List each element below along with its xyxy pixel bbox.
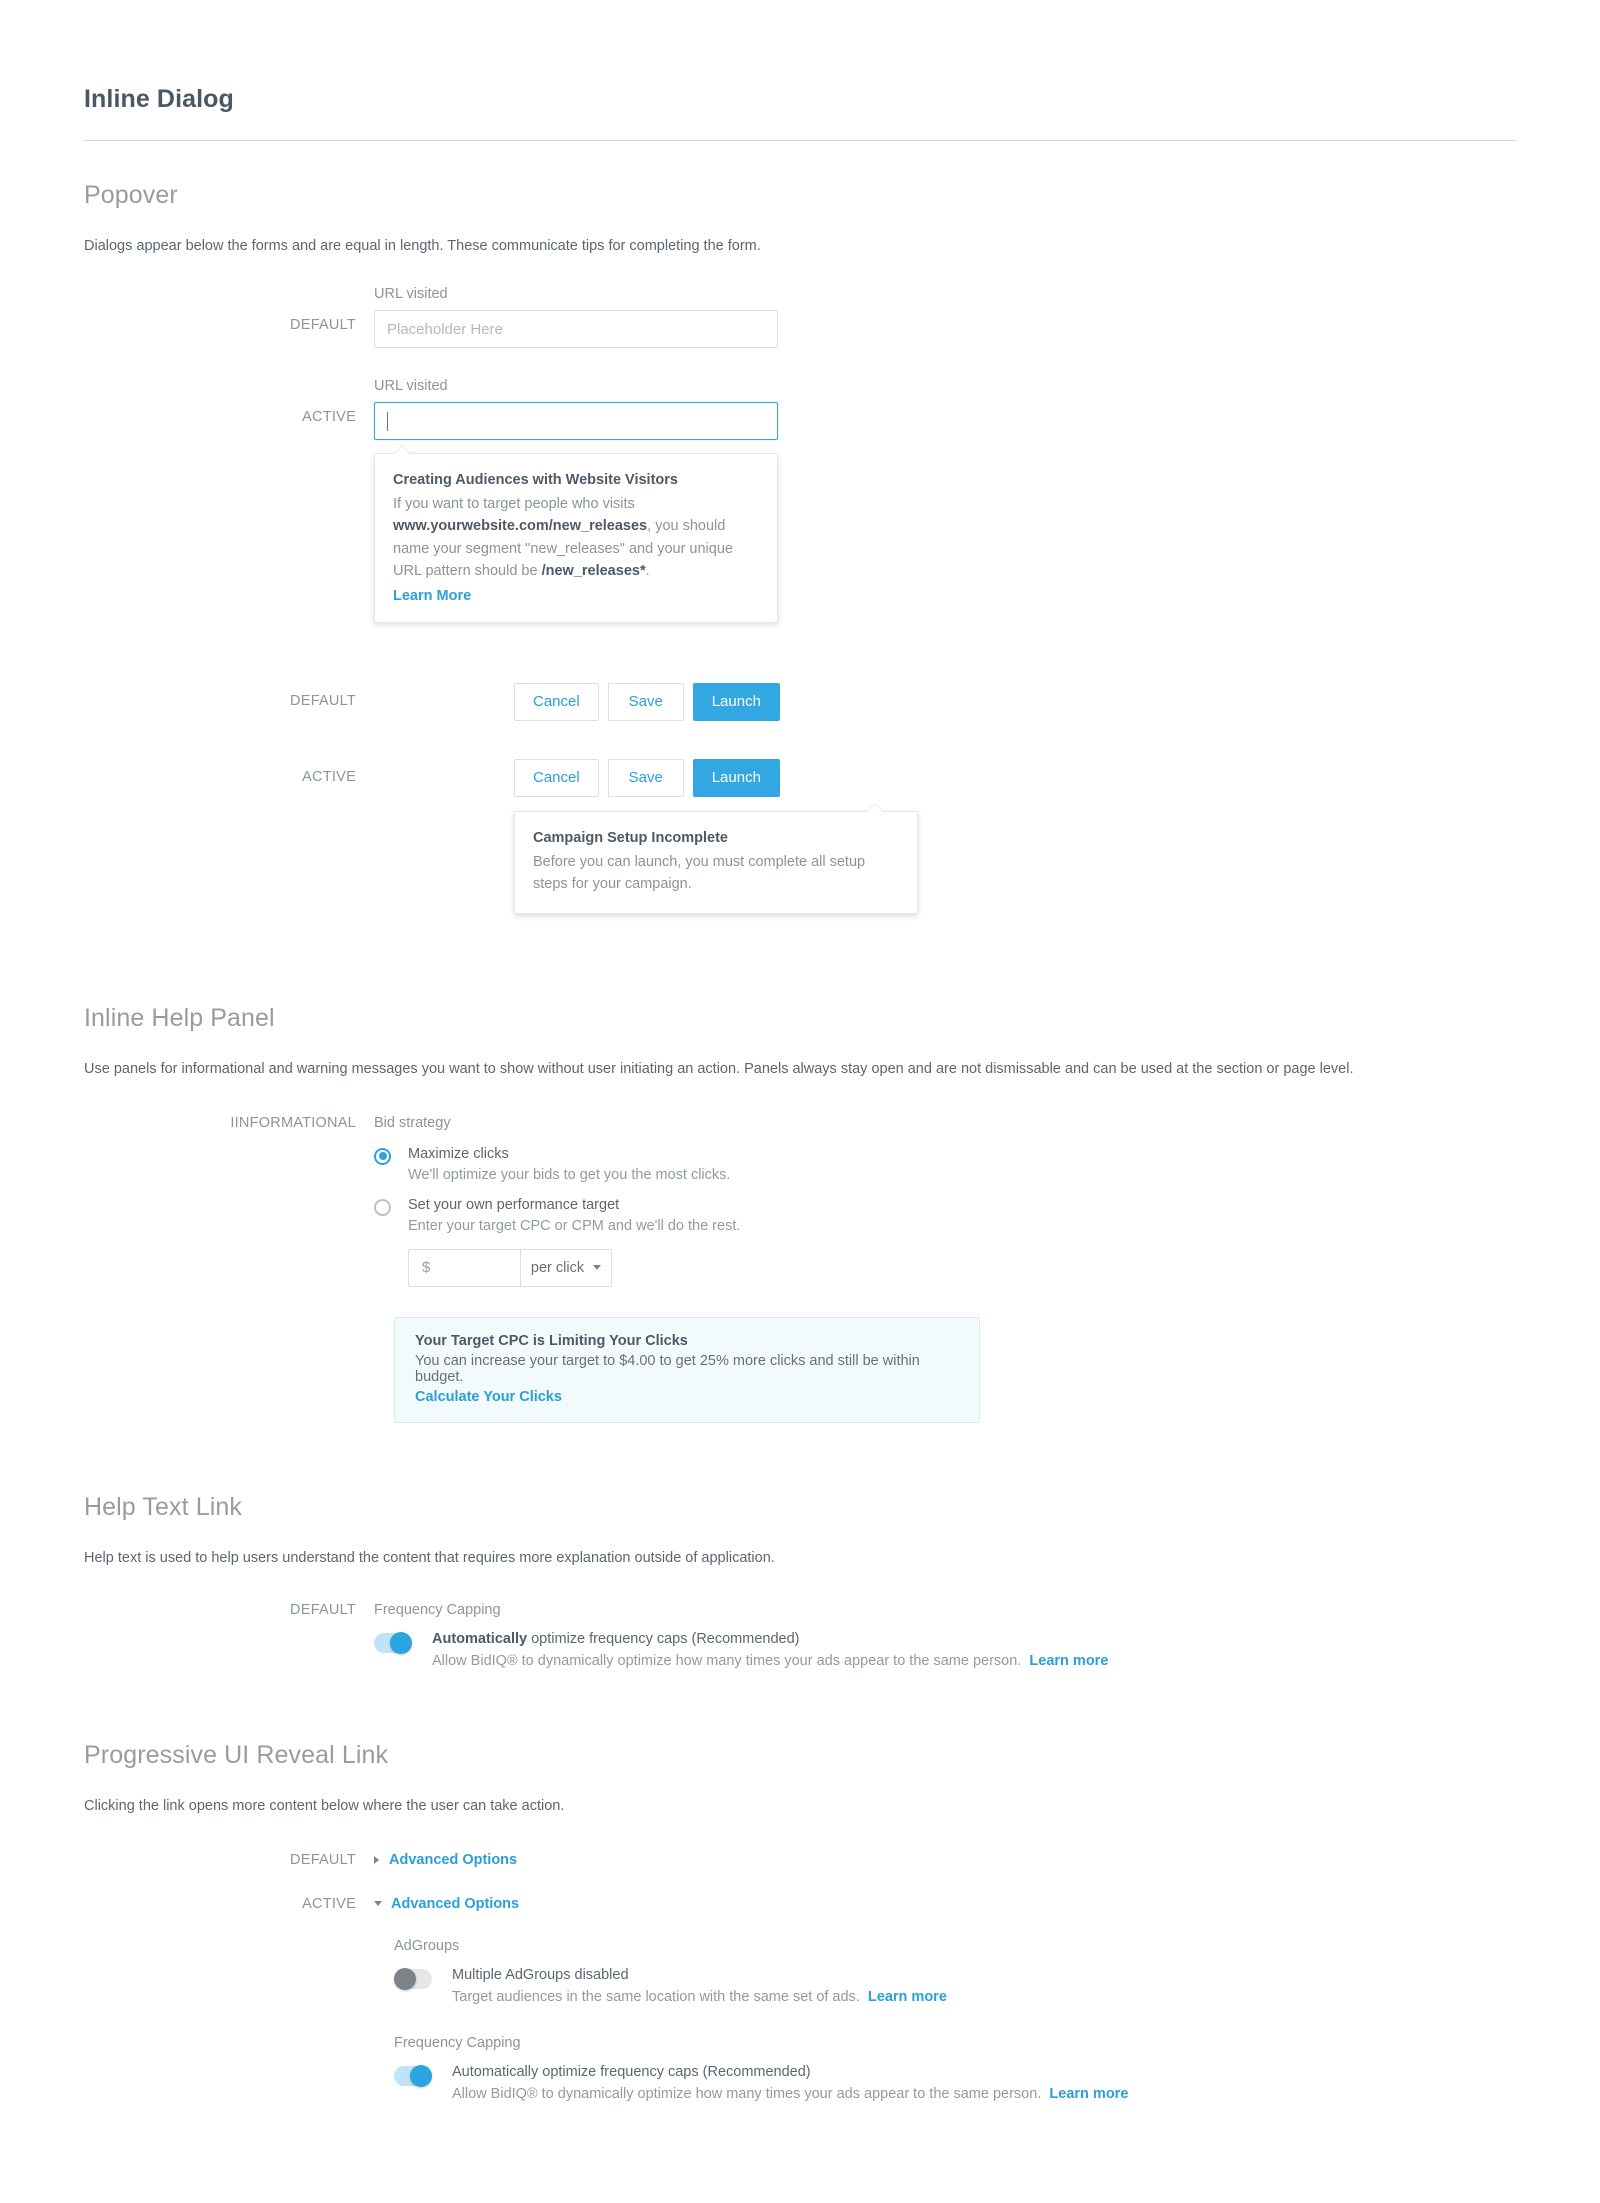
adgroups-label: AdGroups xyxy=(394,1937,460,1954)
state-label-default: DEFAULT xyxy=(290,317,356,333)
button-group-default xyxy=(514,683,1516,721)
radio-label-maximize-clicks: Maximize clicks xyxy=(408,1145,509,1162)
frequency-capping-label-expanded: Frequency Capping xyxy=(394,2034,521,2051)
adgroups-learn-more-link[interactable]: Learn more xyxy=(867,1988,947,2005)
radio-option-maximize-clicks[interactable] xyxy=(374,1146,1516,1183)
inline-help-row xyxy=(84,1115,1516,1423)
popover-body-part3: . xyxy=(645,563,650,580)
frequency-capping-toggle-label-expanded: Automatically optimize frequency caps (Recommended) xyxy=(452,2063,811,2080)
popover-arrow-icon xyxy=(393,445,410,454)
section-heading-progressive-reveal: Progressive UI Reveal Link xyxy=(84,1740,389,1769)
popover-learn-more-link[interactable]: Learn More xyxy=(393,587,472,604)
chevron-right-icon xyxy=(374,1856,379,1864)
section-heading-help-text-link: Help Text Link xyxy=(84,1492,242,1521)
popover-active-buttons-row xyxy=(84,759,1516,914)
adgroups-group xyxy=(394,1938,1516,2005)
section-heading-popover: Popover xyxy=(84,181,178,209)
launch-popover-body: Before you can launch, you must complete all setup steps for your campaign. xyxy=(533,853,866,893)
state-label-buttons-default: DEFAULT xyxy=(290,692,356,709)
launch-popover-title: Campaign Setup Incomplete xyxy=(533,829,728,846)
button-group-active xyxy=(514,759,1516,797)
section-description-progressive-reveal: Clicking the link opens more content below where the user can take action. xyxy=(84,1797,565,1814)
advanced-options-disclosure-collapsed[interactable] xyxy=(374,1852,1516,1868)
frequency-capping-learn-more-link-expanded[interactable]: Learn more xyxy=(1049,2085,1129,2102)
popover-default-buttons-row xyxy=(84,683,1516,721)
radio-label-performance-target: Set your own performance target xyxy=(408,1196,620,1213)
popover-default-field-row xyxy=(84,286,1516,348)
save-button[interactable]: Save xyxy=(608,683,684,721)
launch-button-active[interactable]: Launch xyxy=(693,759,780,797)
url-visited-label-active: URL visited xyxy=(374,378,448,394)
frequency-capping-learn-more-link[interactable]: Learn more xyxy=(1029,1652,1109,1669)
frequency-capping-toggle-label-strong: Automatically xyxy=(432,1630,528,1647)
advanced-options-link-collapsed[interactable]: Advanced Options xyxy=(389,1851,518,1868)
frequency-capping-toggle-expanded[interactable] xyxy=(394,2066,432,2086)
progressive-reveal-default-row xyxy=(84,1852,1516,1868)
adgroups-toggle-sublabel: Target audiences in the same location with the same set of ads. xyxy=(452,1988,860,2005)
title-divider xyxy=(84,140,1516,141)
frequency-capping-label: Frequency Capping xyxy=(374,1601,501,1618)
popover-active-field-row xyxy=(84,378,1516,623)
popover-body-part1: If you want to target people who visits xyxy=(393,496,635,512)
cancel-button-active[interactable]: Cancel xyxy=(514,759,599,797)
launch-button[interactable]: Launch xyxy=(693,683,780,721)
text-cursor xyxy=(387,412,388,431)
progressive-reveal-active-row xyxy=(84,1896,1516,2102)
info-panel-title: Your Target CPC is Limiting Your Clicks xyxy=(415,1332,688,1349)
frequency-capping-toggle-label-rest: optimize frequency caps (Recommended) xyxy=(527,1630,800,1647)
chevron-down-icon xyxy=(593,1265,601,1270)
radio-sublabel-maximize-clicks: We'll optimize your bids to get you the most clicks. xyxy=(408,1166,731,1183)
section-heading-inline-help: Inline Help Panel xyxy=(84,1003,275,1032)
save-button-active[interactable]: Save xyxy=(608,759,684,797)
help-text-link-row xyxy=(84,1602,1516,1669)
cancel-button[interactable]: Cancel xyxy=(514,683,599,721)
popover-body-strong1: www.yourwebsite.com/new_releases xyxy=(393,518,648,535)
page-title: Inline Dialog xyxy=(84,85,234,113)
radio-sublabel-performance-target: Enter your target CPC or CPM and we'll do the rest. xyxy=(408,1217,741,1234)
frequency-capping-group-expanded xyxy=(394,2035,1516,2102)
section-description-popover: Dialogs appear below the forms and are equal in length. These communicate tips for completing the form. xyxy=(84,238,761,254)
info-panel-body: You can increase your target to $4.00 to get 25% more clicks and still be within budget. xyxy=(415,1352,920,1385)
adgroups-toggle[interactable] xyxy=(394,1969,432,1989)
bid-amount-group xyxy=(408,1249,1516,1287)
section-description-inline-help: Use panels for informational and warning messages you want to show without user initiating an action. Panels always stay open and are not dismissable and can be used at the section or page level. xyxy=(84,1060,1354,1077)
popover-creating-audiences xyxy=(374,453,778,623)
popover-body-part2: , you should name your segment "new_releases" and your unique URL pattern should be xyxy=(393,518,733,580)
state-label-reveal-active: ACTIVE xyxy=(302,1895,356,1912)
frequency-capping-toggle-sublabel: Allow BidIQ® to dynamically optimize how many times your ads appear to the same person. xyxy=(432,1652,1022,1669)
bid-unit-select-value: per click xyxy=(530,1259,585,1276)
frequency-capping-toggle-item-expanded xyxy=(394,2064,1516,2102)
state-label-reveal-default: DEFAULT xyxy=(290,1851,356,1868)
url-visited-label-default: URL visited xyxy=(374,286,448,302)
adgroups-toggle-label: Multiple AdGroups disabled xyxy=(452,1966,629,1983)
state-label-informational: IINFORMATIONAL xyxy=(230,1114,356,1131)
frequency-capping-toggle-label xyxy=(432,1631,1108,1647)
url-visited-input-default[interactable]: Placeholder Here xyxy=(374,310,778,348)
adgroups-toggle-item xyxy=(394,1967,1516,2005)
section-description-help-text-link: Help text is used to help users understand the content that requires more explanation outside of application. xyxy=(84,1549,775,1566)
popover-arrow-icon-launch xyxy=(866,803,883,812)
chevron-down-icon-expanded xyxy=(374,1901,382,1906)
popover-body-strong2: /new_releases* xyxy=(541,563,646,580)
radio-icon-unchecked[interactable] xyxy=(374,1199,391,1216)
popover-campaign-setup xyxy=(514,811,918,914)
bid-unit-select[interactable] xyxy=(520,1249,612,1287)
calculate-your-clicks-link[interactable]: Calculate Your Clicks xyxy=(415,1388,562,1405)
url-visited-input-active[interactable] xyxy=(374,402,778,440)
frequency-capping-toggle[interactable] xyxy=(374,1633,412,1653)
frequency-capping-toggle-sublabel-expanded: Allow BidIQ® to dynamically optimize how many times your ads appear to the same person. xyxy=(452,2085,1042,2102)
frequency-capping-toggle-item xyxy=(374,1631,1516,1669)
popover-title: Creating Audiences with Website Visitors xyxy=(393,472,678,488)
radio-icon-checked[interactable] xyxy=(374,1148,391,1165)
state-label-buttons-active: ACTIVE xyxy=(302,768,356,785)
radio-option-performance-target[interactable] xyxy=(374,1197,1516,1234)
bid-amount-input[interactable]: $ xyxy=(408,1249,520,1287)
advanced-options-link-expanded[interactable]: Advanced Options xyxy=(391,1895,520,1912)
popover-body xyxy=(393,493,759,583)
state-label-help-text-default: DEFAULT xyxy=(290,1601,356,1618)
state-label-active: ACTIVE xyxy=(302,409,356,425)
bid-strategy-label: Bid strategy xyxy=(374,1114,451,1131)
info-panel-target-cpc xyxy=(394,1317,980,1423)
advanced-options-disclosure-expanded[interactable] xyxy=(374,1896,1516,1912)
